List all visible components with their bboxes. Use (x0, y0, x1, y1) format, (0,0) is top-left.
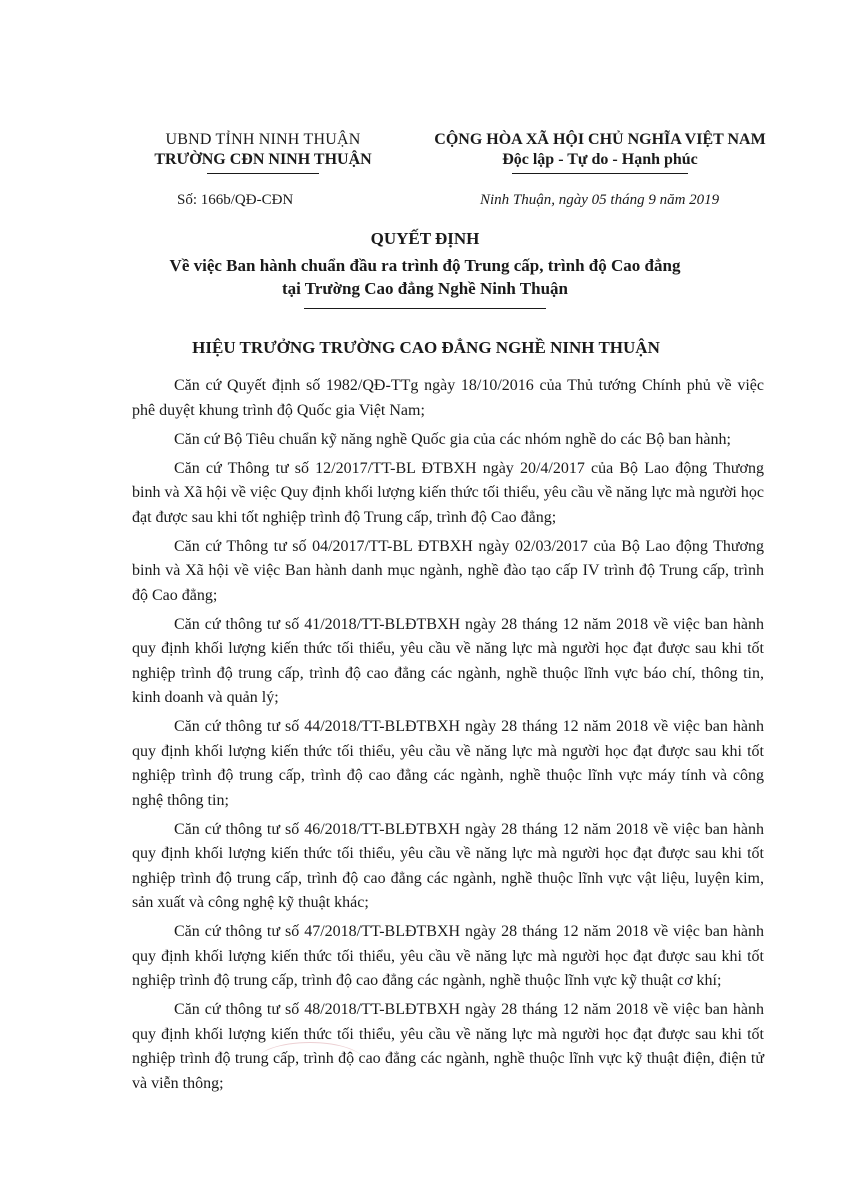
decision-subject (120, 254, 730, 300)
decision-subject-line-1: Về việc Ban hành chuẩn đầu ra trình độ Trung cấp, trình độ Cao đẳng (169, 256, 681, 275)
decision-title: QUYẾT ĐỊNH (370, 229, 480, 248)
issuer-underline (207, 173, 319, 174)
issuer-authority: UBND TỈNH NINH THUẬN (165, 131, 361, 148)
legal-basis-paragraph: Căn cứ thông tư số 48/2018/TT-BLĐTBXH ngày 28 tháng 12 năm 2018 về việc ban hành quy định khối lượng kiến thức tối thiểu, yêu cầu về năng lực mà người học đạt được sau khi tốt nghiệp trình độ trung cấp, trình độ cao đẳng các ngành, nghề thuộc lĩnh vực kỹ thuật điện, điện tử và viễn thông; (132, 1001, 764, 1092)
issuing-authority: HIỆU TRƯỞNG TRƯỜNG CAO ĐẲNG NGHỀ NINH THUẬN (192, 338, 660, 357)
legal-basis-paragraph: Căn cứ thông tư số 46/2018/TT-BLĐTBXH ngày 28 tháng 12 năm 2018 về việc ban hành quy định khối lượng kiến thức tối thiểu, yêu cầu về năng lực mà người học đạt được sau khi tốt nghiệp trình độ trung cấp, trình độ cao đẳng các ngành, nghề thuộc lĩnh vực vật liệu, luyện kim, sản xuất và công nghệ kỹ thuật khác; (132, 820, 764, 911)
decision-title-block (120, 228, 730, 309)
title-divider (304, 308, 546, 309)
document-number: Số: 166b/QĐ-CĐN (177, 192, 294, 208)
issue-date: Ninh Thuận, ngày 05 tháng 9 năm 2019 (480, 192, 720, 208)
faded-seal-mark (255, 1042, 365, 1083)
document-body (132, 374, 764, 1101)
legal-basis-paragraph: Căn cứ Quyết định số 1982/QĐ-TTg ngày 18/10/2016 của Thủ tướng Chính phủ về việc phê duyệt khung trình độ Quốc gia Việt Nam; (132, 377, 764, 419)
decision-subject-line-2: tại Trường Cao đẳng Nghề Ninh Thuận (281, 279, 569, 298)
national-header (415, 130, 785, 174)
legal-basis-paragraph: Căn cứ Thông tư số 12/2017/TT-BL ĐTBXH ngày 20/4/2017 của Bộ Lao động Thương binh và Xã hội về việc Quy định khối lượng kiến thức tối thiểu, yêu cầu về năng lực mà người học đạt được sau khi tốt nghiệp trình độ Trung cấp, trình độ Cao đẳng; (132, 459, 764, 526)
national-motto: Độc lập - Tự do - Hạnh phúc (502, 151, 698, 168)
legal-basis-paragraph: Căn cứ thông tư số 44/2018/TT-BLĐTBXH ngày 28 tháng 12 năm 2018 về việc ban hành quy định khối lượng kiến thức tối thiểu, yêu cầu về năng lực mà người học đạt được sau khi tốt nghiệp trình độ trung cấp, trình độ cao đẳng các ngành, nghề thuộc lĩnh vực máy tính và công nghệ thông tin; (132, 718, 764, 809)
legal-basis-paragraph: Căn cứ Bộ Tiêu chuẩn kỹ năng nghề Quốc gia của các nhóm nghề do các Bộ ban hành; (174, 430, 731, 448)
motto-underline (512, 173, 688, 174)
issuer-school: TRƯỜNG CĐN NINH THUẬN (154, 151, 372, 168)
legal-basis-paragraph: Căn cứ Thông tư số 04/2017/TT-BL ĐTBXH ngày 02/03/2017 của Bộ Lao động Thương binh và Xã hội về việc Ban hành danh mục ngành, nghề đào tạo cấp IV trình độ Trung cấp, trình độ Cao đẳng; (132, 537, 764, 604)
national-title: CỘNG HÒA XÃ HỘI CHỦ NGHĨA VIỆT NAM (434, 131, 766, 148)
legal-basis-paragraph: Căn cứ thông tư số 41/2018/TT-BLĐTBXH ngày 28 tháng 12 năm 2018 về việc ban hành quy định khối lượng kiến thức tối thiểu, yêu cầu về năng lực mà người học đạt được sau khi tốt nghiệp trình độ trung cấp, trình độ cao đẳng các ngành, nghề thuộc lĩnh vực báo chí, thông tin, kinh doanh và quản lý; (132, 615, 764, 706)
legal-basis-paragraph: Căn cứ thông tư số 47/2018/TT-BLĐTBXH ngày 28 tháng 12 năm 2018 về việc ban hành quy định khối lượng kiến thức tối thiểu, yêu cầu về năng lực mà người học đạt được sau khi tốt nghiệp trình độ trung cấp, trình độ cao đẳng các ngành, nghề thuộc lĩnh vực kỹ thuật cơ khí; (132, 923, 764, 989)
issuer-header (118, 130, 408, 174)
